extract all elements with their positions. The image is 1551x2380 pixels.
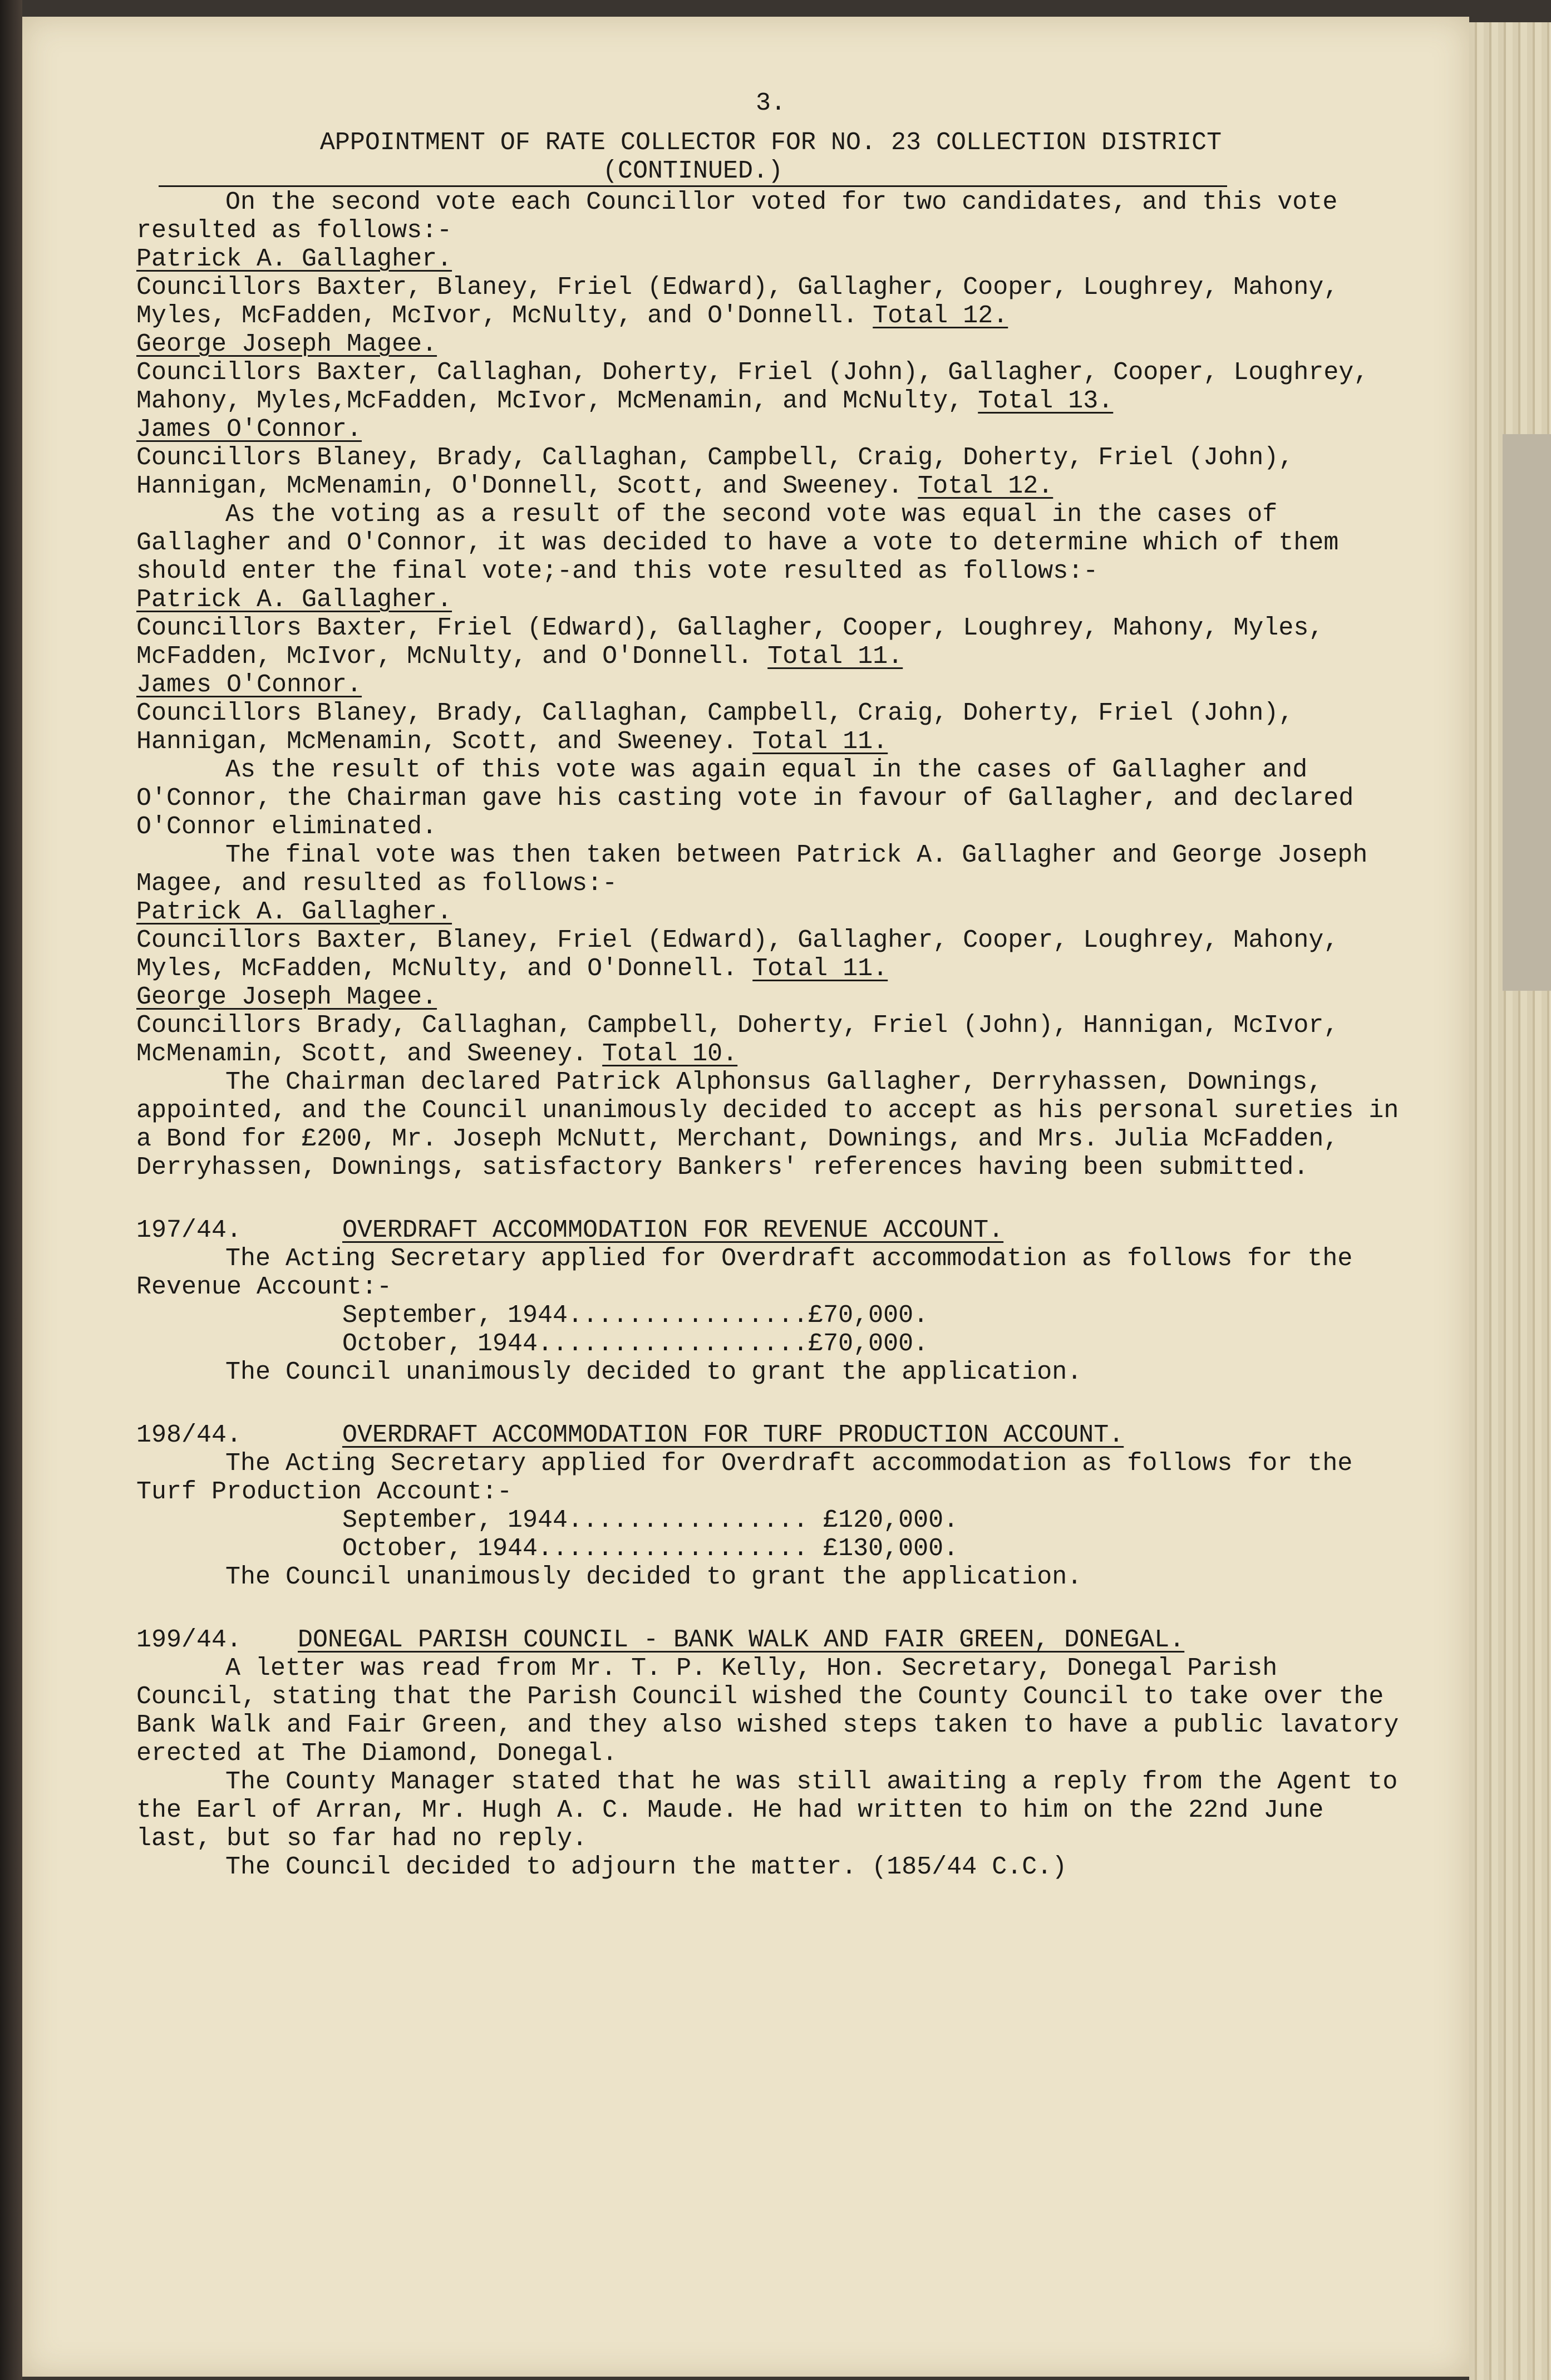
item-paragraph: The Council decided to adjourn the matter. (185/44 C.C.) xyxy=(225,1853,1067,1881)
minute-item-197 xyxy=(136,1216,1405,1386)
candidate-name: Patrick A. Gallagher. xyxy=(136,898,452,926)
second-vote-results xyxy=(136,245,1405,500)
final-vote-paragraph: The final vote was then taken between Patrick A. Gallagher and George Joseph Magee, and resulted as follows:- xyxy=(136,841,1368,898)
book-binding xyxy=(0,0,22,2380)
item-intro: The Acting Secretary applied for Overdraft accommodation as follows for the Turf Production Account:- xyxy=(136,1449,1353,1506)
vote-total: Total 10. xyxy=(602,1040,738,1068)
item-paragraph: A letter was read from Mr. T. P. Kelly, Hon. Secretary, Donegal Parish Council, stating that the Parish Council wished the County Council to take over the Bank Walk and Fair Green, and they also wished steps taken to have a public lavatory erected at The Diamond, Donegal. xyxy=(136,1654,1399,1768)
councillors-list: Councillors Baxter, Blaney, Friel (Edward), Gallagher, Cooper, Loughrey, Mahony, Myles, McFadden, McIvor, McNulty, and O'Donnell. xyxy=(136,273,1339,330)
tie-paragraph: As the voting as a result of the second vote was equal in the cases of Gallagher and O'Connor, it was decided to have a vote to determine which of them should enter the final vote;-and this vote resulted as follows:- xyxy=(136,500,1339,586)
minute-item-198 xyxy=(136,1421,1405,1591)
candidate-block xyxy=(136,898,1405,983)
councillors-list: Councillors Blaney, Brady, Callaghan, Campbell, Craig, Doherty, Friel (John), Hannigan, McMenamin, O'Donnell, Scott, and Sweeney. xyxy=(136,444,1294,500)
item-intro: The Acting Secretary applied for Overdraft accommodation as follows for the Revenue Account:- xyxy=(136,1245,1353,1301)
casting-vote-paragraph: As the result of this vote was again equal in the cases of Gallagher and O'Connor, the Chairman gave his casting vote in favour of Gallagher, and declared O'Connor eliminated. xyxy=(136,756,1354,841)
candidate-block xyxy=(136,983,1405,1068)
candidate-block xyxy=(136,671,1405,756)
item-heading: OVERDRAFT ACCOMMODATION FOR TURF PRODUCTION ACCOUNT. xyxy=(342,1421,1124,1449)
page-number: 3. xyxy=(755,89,786,117)
candidate-name: Patrick A. Gallagher. xyxy=(136,586,452,614)
page-tab xyxy=(1503,434,1551,991)
councillors-list: Councillors Brady, Callaghan, Campbell, Doherty, Friel (John), Hannigan, McIvor, McMenamin, Scott, and Sweeney. xyxy=(136,1011,1339,1068)
vote-total: Total 11. xyxy=(767,642,903,671)
item-decision: The Council unanimously decided to grant the application. xyxy=(225,1563,1082,1591)
candidate-block xyxy=(136,245,1405,330)
minute-item-199 xyxy=(136,1626,1405,1881)
councillors-list: Councillors Baxter, Blaney, Friel (Edward), Gallagher, Cooper, Loughrey, Mahony, Myles, McFadden, McNulty, and O'Donnell. xyxy=(136,926,1339,983)
vote-total: Total 13. xyxy=(978,387,1114,415)
amount-line: October, 1944..................£70,000. xyxy=(342,1330,929,1358)
councillors-list: Councillors Blaney, Brady, Callaghan, Campbell, Craig, Doherty, Friel (John), Hannigan, McMenamin, Scott, and Sweeney. xyxy=(136,699,1294,756)
councillors-list: Councillors Baxter, Callaghan, Doherty, Friel (John), Gallagher, Cooper, Loughrey, Mahony, Myles,McFadden, McIvor, McMenamin, and McNulty, xyxy=(136,358,1369,415)
page-title: APPOINTMENT OF RATE COLLECTOR FOR NO. 23 COLLECTION DISTRICT xyxy=(319,129,1222,157)
amount-line: September, 1944................£70,000. xyxy=(342,1301,929,1330)
page-edges xyxy=(1469,22,1551,2380)
amount-line: October, 1944.................. £130,000. xyxy=(342,1535,959,1563)
candidate-name: James O'Connor. xyxy=(136,415,362,444)
item-number: 198/44. xyxy=(136,1421,242,1449)
item-decision: The Council unanimously decided to grant the application. xyxy=(225,1358,1082,1386)
item-number: 197/44. xyxy=(136,1216,242,1245)
page-content xyxy=(136,89,1405,1881)
candidate-name: George Joseph Magee. xyxy=(136,330,437,358)
declaration-paragraph: The Chairman declared Patrick Alphonsus Gallagher, Derryhassen, Downings, appointed, and the Council unanimously decided to accept as his personal sureties in a Bond for £200, Mr. Joseph McNutt, Merchant, Downings, and Mrs. Julia McFadden, Derryhassen, Downings, satisfactory Bankers' references having been submitted. xyxy=(136,1068,1399,1182)
candidate-name: James O'Connor. xyxy=(136,671,362,699)
councillors-list: Councillors Baxter, Friel (Edward), Gallagher, Cooper, Loughrey, Mahony, Myles, McFadden, McIvor, McNulty, and O'Donnell. xyxy=(136,614,1324,671)
vote-total: Total 12. xyxy=(918,472,1053,500)
vote-total: Total 11. xyxy=(752,955,888,983)
tie-vote-results xyxy=(136,586,1405,756)
item-heading: DONEGAL PARISH COUNCIL - BANK WALK AND FAIR GREEN, DONEGAL. xyxy=(298,1626,1185,1654)
item-number: 199/44. xyxy=(136,1626,242,1654)
candidate-block xyxy=(136,586,1405,671)
candidate-block xyxy=(136,330,1405,415)
item-heading: OVERDRAFT ACCOMMODATION FOR REVENUE ACCOUNT. xyxy=(342,1216,1004,1245)
amount-line: September, 1944................ £120,000. xyxy=(342,1506,959,1535)
vote-total: Total 11. xyxy=(752,727,888,756)
vote-total: Total 12. xyxy=(873,302,1008,330)
candidate-name: George Joseph Magee. xyxy=(136,983,437,1011)
candidate-block xyxy=(136,415,1405,500)
intro-paragraph: On the second vote each Councillor voted for two candidates, and this vote resulted as follows:- xyxy=(136,188,1338,245)
final-vote-results xyxy=(136,898,1405,1068)
candidate-name: Patrick A. Gallagher. xyxy=(136,245,452,273)
page-title-continued: (CONTINUED.) xyxy=(159,157,1227,187)
item-paragraph: The County Manager stated that he was still awaiting a reply from the Agent to the Earl of Arran, Mr. Hugh A. C. Maude. He had written to him on the 22nd June last, but so far had no reply. xyxy=(136,1768,1398,1853)
